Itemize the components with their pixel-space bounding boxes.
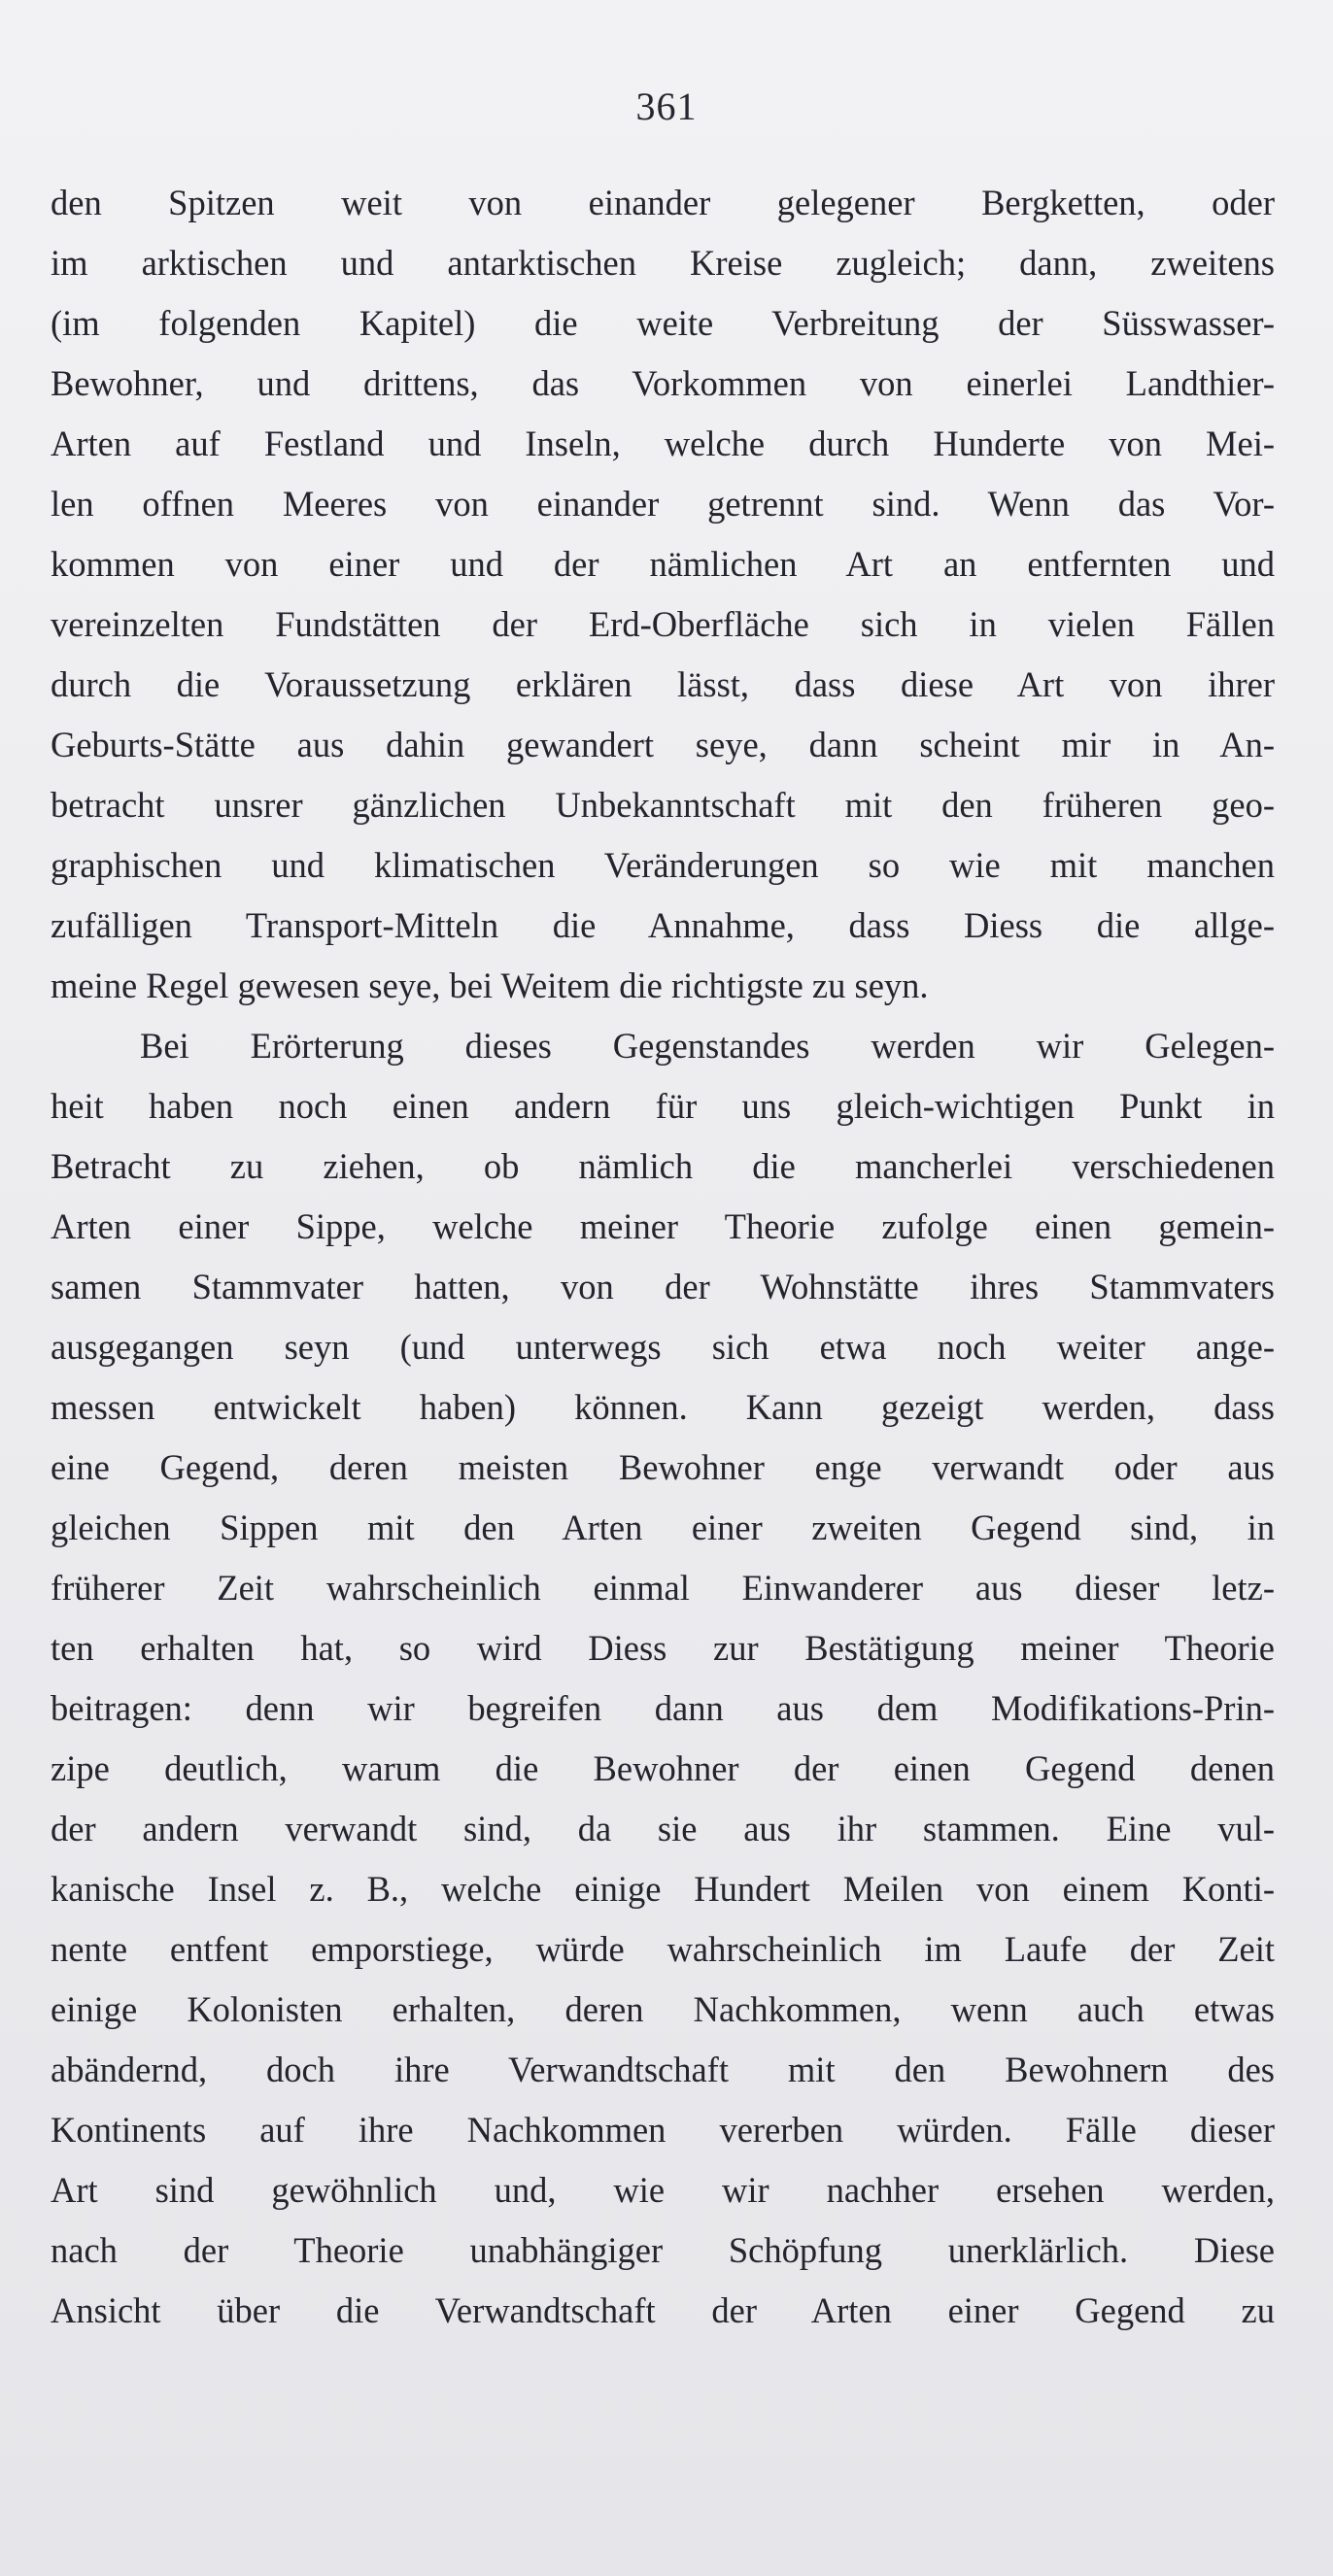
text-line: Ansicht über die Verwandtschaft der Arten einer Gegend zu [51,2290,1275,2330]
text-line: nente entfent emporstiege, würde wahrscheinlich im Laufe der Zeit [51,1929,1275,1969]
text-line: Arten einer Sippe, welche meiner Theorie zufolge einen gemein- [51,1206,1275,1246]
text-line: (im folgenden Kapitel) die weite Verbreitung der Süsswasser- [51,303,1275,343]
page-number: 361 [635,85,698,128]
text-line: ten erhalten hat, so wird Diess zur Bestätigung meiner Theorie [51,1628,1275,1668]
text-line: samen Stammvater hatten, von der Wohnstätte ihres Stammvaters [51,1267,1275,1306]
text-line: kommen von einer und der nämlichen Art an entfernten und [51,544,1275,584]
text-line: graphischen und klimatischen Veränderungen so wie mit manchen [51,845,1275,885]
text-line: messen entwickelt haben) können. Kann gezeigt werden, dass [51,1387,1275,1427]
text-line: meine Regel gewesen seye, bei Weitem die richtigste zu seyn. [51,966,929,1005]
text-line: Bewohner, und drittens, das Vorkommen von einerlei Landthier- [51,363,1275,403]
text-line: im arktischen und antarktischen Kreise zugleich; dann, zweitens [51,243,1275,283]
text-line: Kontinents auf ihre Nachkommen vererben würden. Fälle dieser [51,2110,1275,2150]
text-line: der andern verwandt sind, da sie aus ihr stammen. Eine vul- [51,1809,1275,1848]
text-line: zipe deutlich, warum die Bewohner der einen Gegend denen [51,1748,1275,1788]
text-line: nach der Theorie unabhängiger Schöpfung unerklärlich. Diese [51,2230,1275,2270]
body-text [51,173,1275,2341]
text-line: len offnen Meeres von einander getrennt sind. Wenn das Vor- [51,484,1275,524]
text-line: den Spitzen weit von einander gelegener Bergketten, oder [51,183,1275,222]
text-line: einige Kolonisten erhalten, deren Nachkommen, wenn auch etwas [51,1989,1275,2029]
text-line: kanische Insel z. B., welche einige Hundert Meilen von einem Konti- [51,1869,1275,1909]
text-line: Betracht zu ziehen, ob nämlich die mancherlei verschiedenen [51,1146,1275,1186]
text-line: zufälligen Transport-Mitteln die Annahme, dass Diess die allge- [51,905,1275,945]
text-line: Arten auf Festland und Inseln, welche durch Hunderte von Mei- [51,424,1275,463]
text-line: beitragen: denn wir begreifen dann aus dem Modifikations-Prin- [51,1688,1275,1728]
text-line: durch die Voraussetzung erklären lässt, dass diese Art von ihrer [51,664,1275,704]
text-line: Art sind gewöhnlich und, wie wir nachher ersehen werden, [51,2170,1275,2210]
text-line: vereinzelten Fundstätten der Erd-Oberfläche sich in vielen Fällen [51,604,1275,644]
text-line: abändernd, doch ihre Verwandtschaft mit den Bewohnern des [51,2050,1275,2089]
text-line: heit haben noch einen andern für uns gleich-wichtigen Punkt in [51,1086,1275,1126]
text-line: gleichen Sippen mit den Arten einer zweiten Gegend sind, in [51,1508,1275,1547]
text-line: eine Gegend, deren meisten Bewohner enge verwandt oder aus [51,1447,1275,1487]
text-line: betracht unsrer gänzlichen Unbekanntschaft mit den früheren geo- [51,785,1275,825]
text-line: ausgegangen seyn (und unterwegs sich etwa noch weiter ange- [51,1327,1275,1367]
text-line: Geburts-Stätte aus dahin gewandert seye, dann scheint mir in An- [51,725,1275,764]
text-line: früherer Zeit wahrscheinlich einmal Einwanderer aus dieser letz- [51,1568,1275,1608]
text-line: Bei Erörterung dieses Gegenstandes werden wir Gelegen- [140,1026,1275,1066]
